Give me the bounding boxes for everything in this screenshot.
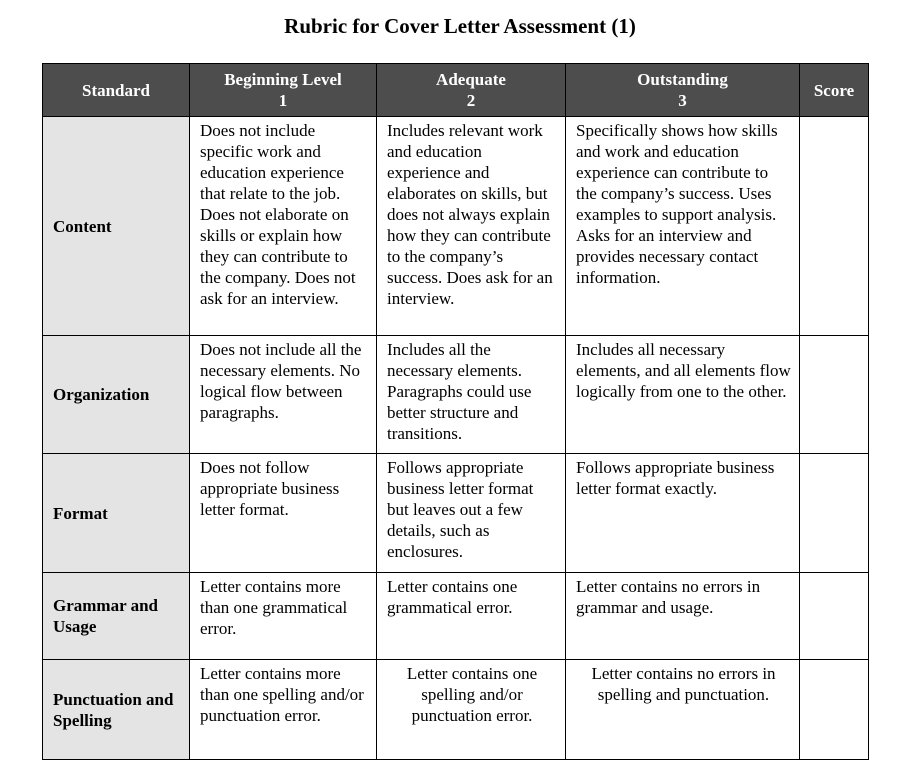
level-name: Beginning Level [224,70,342,89]
score-cell[interactable] [800,336,869,454]
score-cell[interactable] [800,117,869,336]
criteria-cell: Letter contains one grammatical error. [377,573,566,660]
header-level-adequate [377,64,566,117]
criteria-cell: Letter contains more than one grammatical error. [190,573,377,660]
level-number: 1 [278,91,288,110]
criteria-cell: Follows appropriate business letter format exactly. [566,454,800,573]
header-standard: Standard [43,64,190,117]
header-row [43,64,869,117]
rubric-row-format [43,454,869,573]
level-name: Outstanding [637,70,728,89]
page-title: Rubric for Cover Letter Assessment (1) [284,14,636,38]
score-cell[interactable] [800,454,869,573]
criteria-cell: Does not include all the necessary elements. No logical flow between paragraphs. [190,336,377,454]
rubric-row-content [43,117,869,336]
standard-cell: Format [43,454,190,573]
criteria-cell: Letter contains more than one spelling and/or punctuation error. [190,660,377,760]
rubric-row-grammar [43,573,869,660]
score-cell[interactable] [800,573,869,660]
header-level-outstanding [566,64,800,117]
rubric-row-punctuation [43,660,869,760]
rubric-row-organization [43,336,869,454]
criteria-cell: Includes relevant work and education experience and elaborates on skills, but does not always explain how they can contribute to the company’s success. Does ask for an interview. [377,117,566,336]
criteria-cell: Letter contains one spelling and/or punctuation error. [377,660,566,760]
header-level-beginning [190,64,377,117]
criteria-cell: Includes all the necessary elements. Paragraphs could use better structure and transitions. [377,336,566,454]
criteria-cell: Does not include specific work and education experience that relate to the job. Does not elaborate on skills or explain how they can contribute to the company. Does not ask for an interview. [190,117,377,336]
standard-cell: Grammar and Usage [43,573,190,660]
criteria-cell: Letter contains no errors in spelling and punctuation. [566,660,800,760]
level-number: 3 [678,91,687,110]
standard-cell: Organization [43,336,190,454]
standard-cell: Content [43,117,190,336]
criteria-cell: Does not follow appropriate business letter format. [190,454,377,573]
standard-cell: Punctuation and Spelling [43,660,190,760]
level-name: Adequate [436,70,506,89]
rubric-table [42,63,869,760]
criteria-cell: Follows appropriate business letter format but leaves out a few details, such as enclosures. [377,454,566,573]
header-score: Score [800,64,869,117]
criteria-cell: Letter contains no errors in grammar and usage. [566,573,800,660]
level-number: 2 [466,91,476,110]
criteria-cell: Includes all necessary elements, and all elements flow logically from one to the other. [566,336,800,454]
score-cell[interactable] [800,660,869,760]
criteria-cell: Specifically shows how skills and work and education experience can contribute to the company’s success. Uses examples to support analysis. Asks for an interview and provides necessary contact information. [566,117,800,336]
